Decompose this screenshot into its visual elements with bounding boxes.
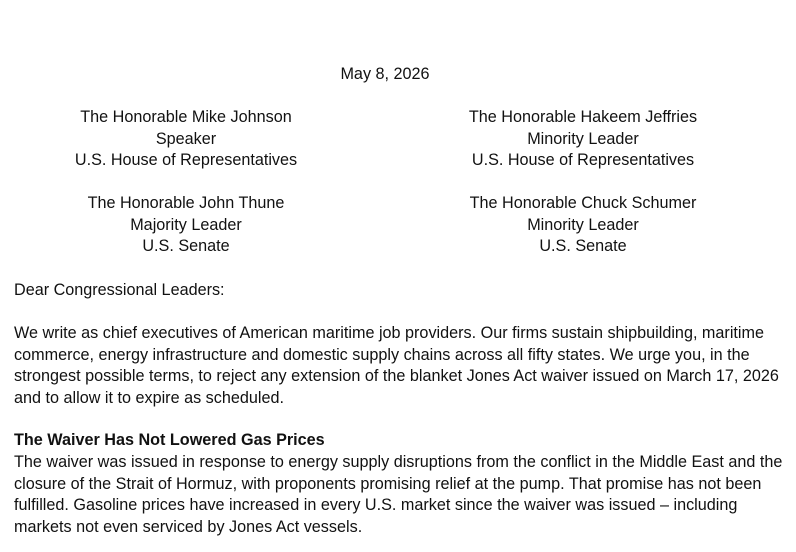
addressee-name: The Honorable Mike Johnson: [80, 108, 292, 126]
addressee-body: U.S. Senate: [539, 237, 627, 255]
addressee-title: Speaker: [155, 129, 217, 148]
addressee-block: [418, 193, 748, 258]
salutation: Dear Congressional Leaders:: [14, 281, 225, 299]
addressee-block: [21, 193, 351, 258]
addressee-title: Majority Leader: [130, 215, 242, 234]
addressee-block: [21, 107, 351, 172]
letter-date: May 8, 2026: [340, 65, 430, 83]
addressee-name: The Honorable John Thune: [87, 194, 285, 212]
addressee-name: The Honorable Hakeem Jeffries: [468, 108, 698, 126]
addressee-name: The Honorable Chuck Schumer: [469, 194, 697, 212]
addressee-body: U.S. Senate: [142, 237, 230, 255]
addressee-block: [418, 107, 748, 172]
addressee-body: U.S. House of Representatives: [471, 151, 695, 169]
section-heading: The Waiver Has Not Lowered Gas Prices: [14, 431, 325, 449]
section-paragraph: The waiver was issued in response to energy supply disruptions from the conflict in the Middle East and the closure of the Strait of Hormuz, with proponents promising relief at the pump. That promise has not been fulfilled. Gasoline prices have increased in every U.S. market since the waiver was issued – including markets not even serviced by Jones Act vessels.: [14, 453, 783, 536]
addressee-title: Minority Leader: [527, 215, 639, 234]
intro-paragraph: We write as chief executives of American maritime job providers. Our firms sustain shipbuilding, maritime commerce, energy infrastructure and domestic supply chains across all fifty states. We urge you, in the strongest possible terms, to reject any extension of the blanket Jones Act waiver issued on March 17, 2026 and to allow it to expire as scheduled.: [14, 324, 779, 407]
addressee-title: Minority Leader: [527, 129, 639, 148]
addressee-body: U.S. House of Representatives: [74, 151, 298, 169]
